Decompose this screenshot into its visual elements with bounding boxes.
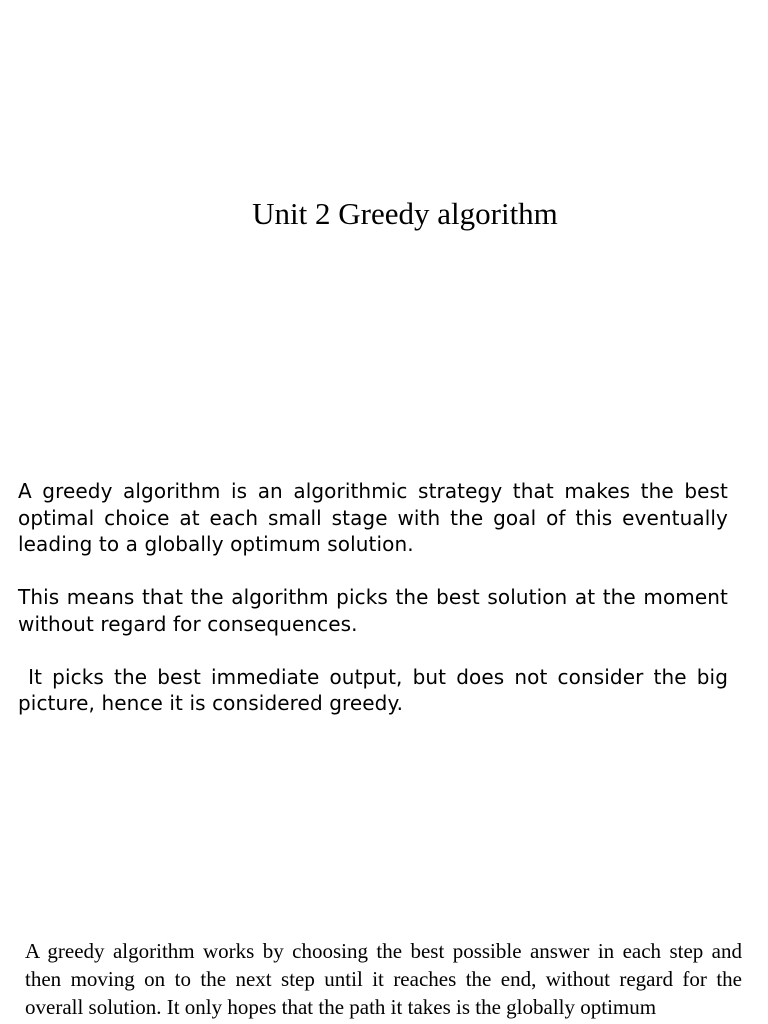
paragraph-definition: A greedy algorithm is an algorithmic strategy that makes the best optimal choice at each small stage with the goal of this eventually leading to a globally optimum solution. bbox=[18, 479, 735, 556]
page-title: Unit 2 Greedy algorithm bbox=[252, 196, 558, 231]
body-text bbox=[18, 478, 735, 743]
paragraph-greedy-reason: It picks the best immediate output, but does not consider the big picture, hence it is considered greedy. bbox=[18, 664, 735, 715]
paragraph-meaning: This means that the algorithm picks the best solution at the moment without regard for consequences. bbox=[18, 585, 735, 636]
footer-paragraph: A greedy algorithm works by choosing the best possible answer in each step and then moving on to the next step until it reaches the end, without regard for the overall solution. It only hopes that the path it takes is the globally optimum bbox=[25, 939, 742, 1019]
